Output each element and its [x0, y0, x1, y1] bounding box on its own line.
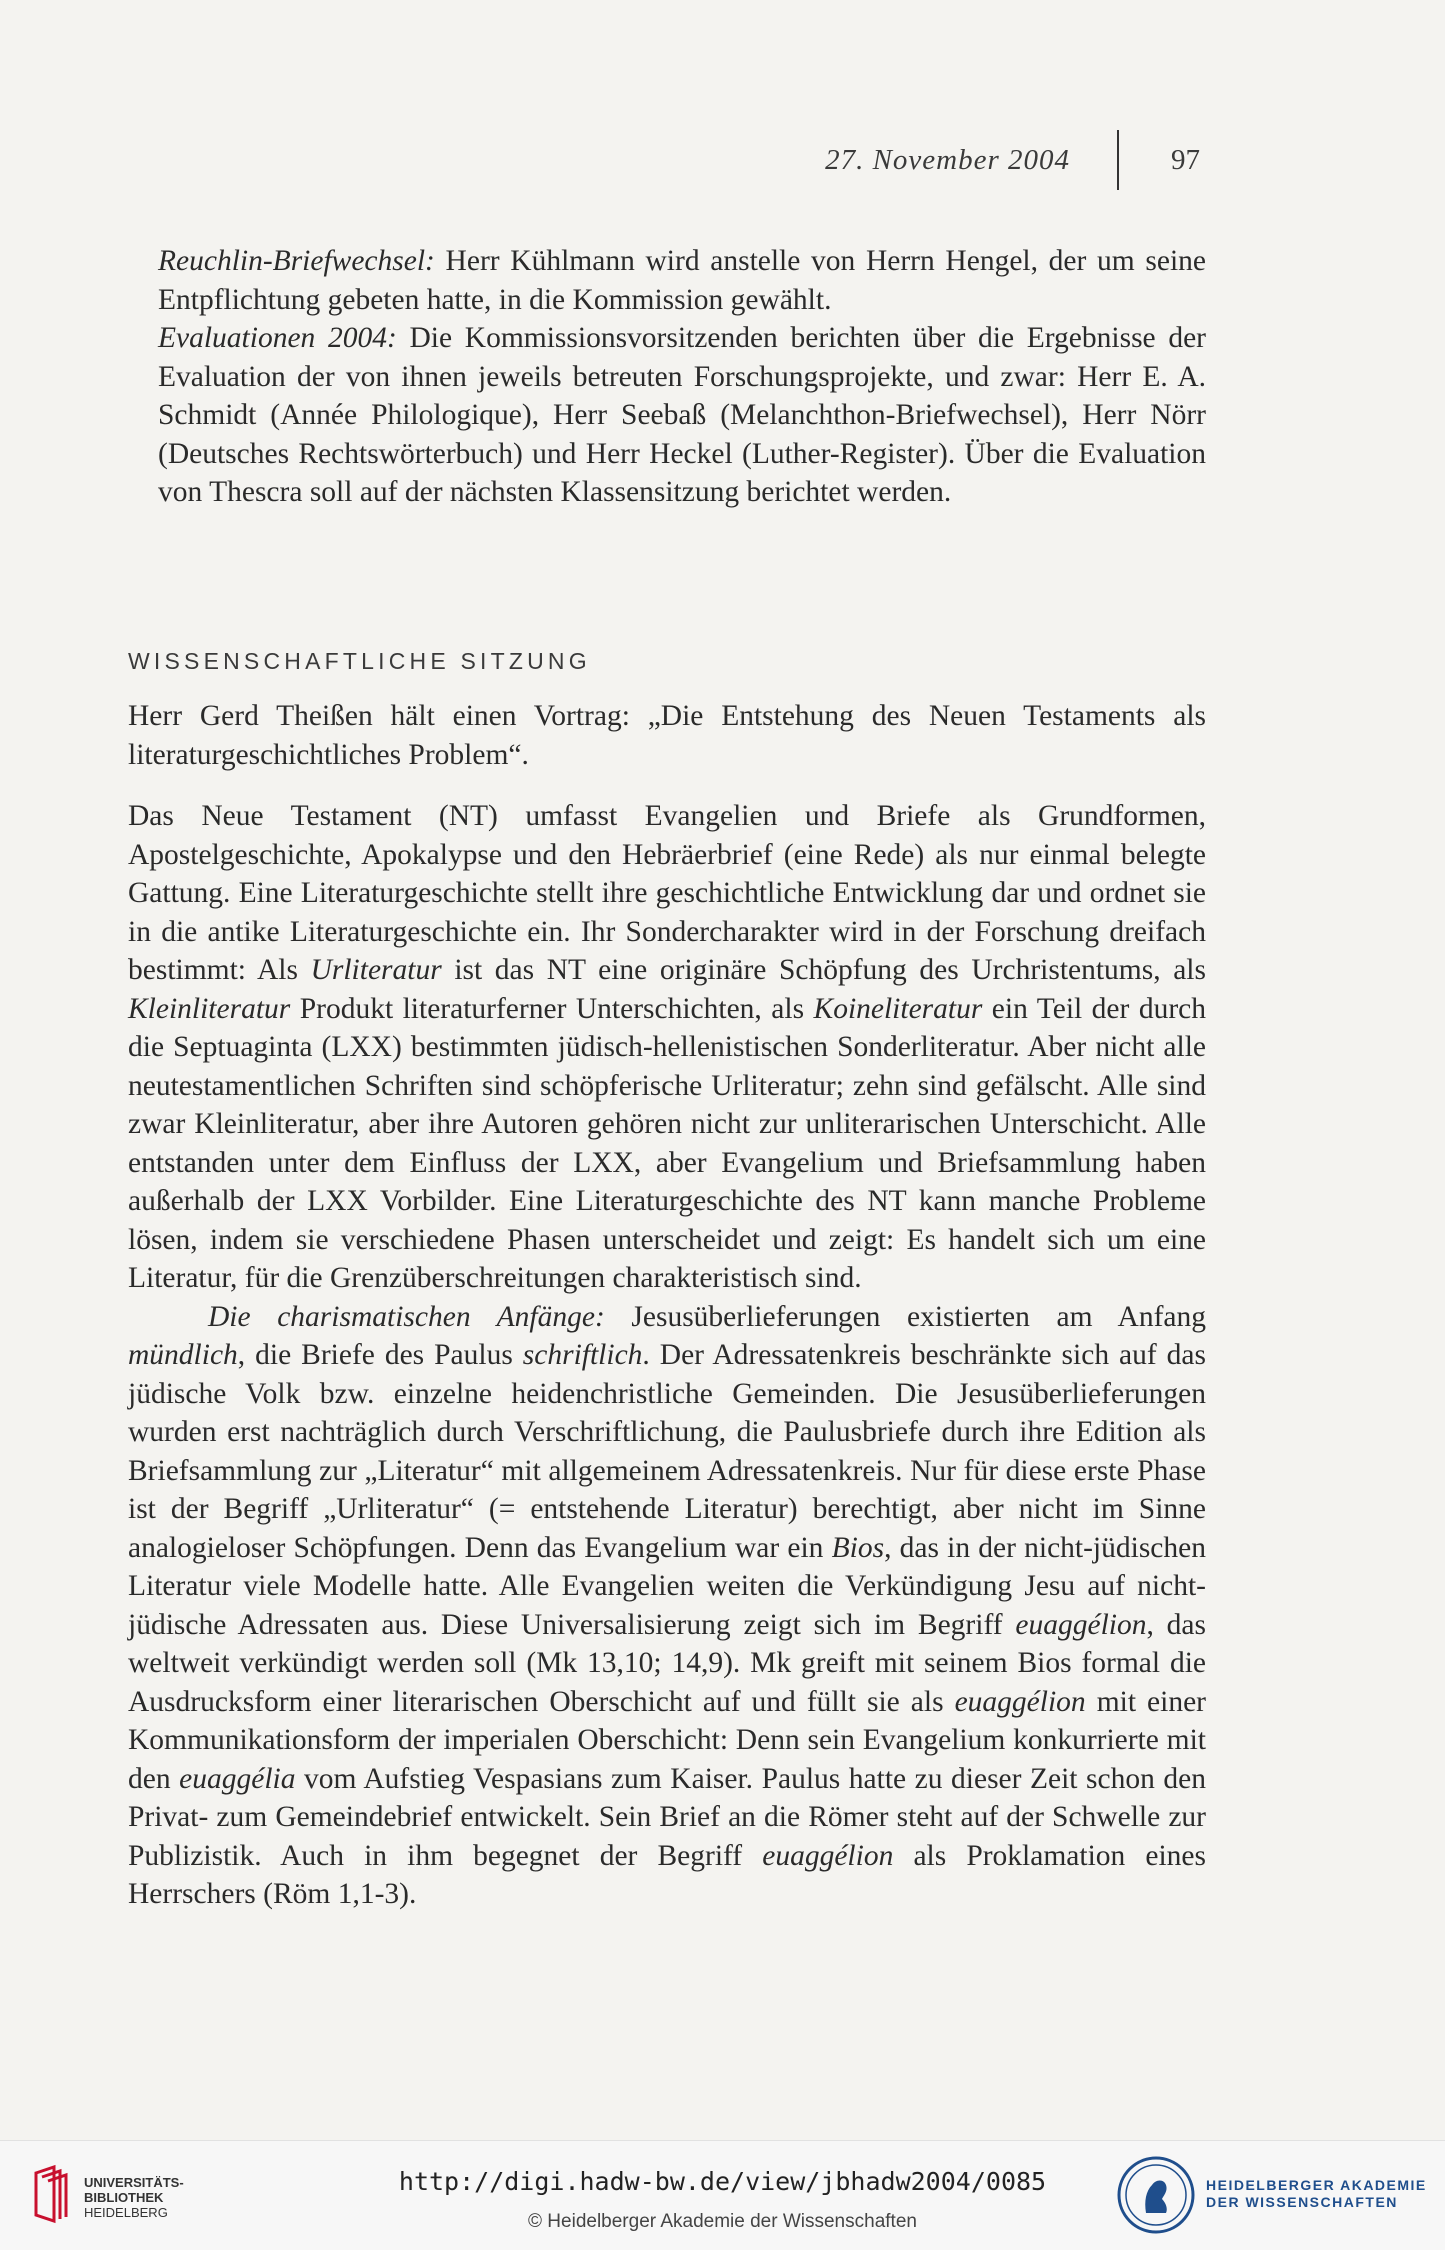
minutes-block	[158, 242, 1206, 512]
text-run: , das weltweit verkündigt werden soll (Mk 13,10; 14,9). Mk greift mit seinem Bios formal die Ausdrucksform einer literarischen Oberschicht auf und füllt sie als	[128, 1608, 1207, 1718]
evaluation-label: Evaluationen 2004:	[158, 322, 397, 354]
text-run: Produkt literaturferner Unterschichten, als	[290, 992, 814, 1025]
lecture-abstract	[128, 797, 1206, 1914]
text-run: , das in der nicht-jüdischen Literatur viele Modelle hatte. Alle Evangelien weiten die Verkündigung Jesu auf nicht-jüdische Adressaten aus. Diese Universalisierung zeigt sich im Begriff	[128, 1531, 1206, 1641]
italic-term: schriftlich	[522, 1339, 643, 1371]
running-head	[780, 140, 1200, 184]
italic-term: Urliteratur	[310, 954, 442, 986]
evaluation-text: Die Kommissionsvorsitzenden berichten über die Ergebnisse der Evaluation der von ihnen jeweils betreuten Forschungsprojekte, und zwar: Herr E. A. Schmidt (Année Philologique), Herr Seebaß (Melanchthon-Briefwechsel), Herr Nörr (Deutsches Rechtswörterbuch) und Herr Heckel (Luther-Register). Über die Evaluation von Thescra soll auf der nächsten Klassensitzung berichtet werden.	[158, 322, 1206, 508]
text-run: ein Teil der durch die Septuaginta (LXX) bestimmten jüdisch-hellenistischen Sonderliteratur. Aber nicht alle neutestamentlichen Schriften sind schöpferische Urliteratur; zehn sind gefälscht. Alle sind zwar Kleinliteratur, aber ihre Autoren gehören nicht zur unliterarischen Unterschicht. Alle entstanden unter dem Einfluss der LXX, aber Evangelium und Briefsammlung haben außerhalb der LXX Vorbilder. Eine Literaturgeschichte des NT kann manche Probleme lösen, indem sie verschiedene Phasen unterscheidet und zeigt: Es handelt sich um eine Literatur, für die Grenzüberschreitungen charakteristisch sind.	[128, 992, 1206, 1294]
text-run: Das Neue Testament (NT) umfasst Evangelien und Briefe als Grundformen, Apostelgeschichte, Apokalypse und den Hebräerbrief (eine Rede) als nur einmal belegte Gattung. Eine Literaturgeschichte stellt ihre geschichtliche Entwicklung dar und ordnet sie in die antike Literaturgeschichte ein. Ihr Sondercharakter wird in der Forschung dreifach bestimmt: Als	[128, 800, 1206, 986]
italic-term: Die charismatischen Anfänge:	[208, 1300, 605, 1333]
reuchlin-label: Reuchlin-Briefwechsel:	[158, 245, 435, 277]
lecture-intro-text: Herr Gerd Theißen hält einen Vortrag: „Die Entstehung des Neuen Testaments als literaturgeschichtliches Problem“.	[128, 700, 1206, 771]
italic-term: euaggélion	[954, 1685, 1086, 1718]
abstract-paragraph-2	[128, 1298, 1206, 1914]
italic-term: euaggélion	[1015, 1608, 1147, 1641]
text-run: , die Briefe des Paulus	[237, 1339, 523, 1371]
abstract-paragraph-1	[128, 797, 1206, 1298]
ub-line-3: HEIDELBERG	[84, 2205, 168, 2220]
italic-term: euaggélia	[179, 1762, 296, 1795]
reuchlin-text: Herr Kühlmann wird anstelle von Herrn Hengel, der um seine Entpflichtung gebeten hatte, in die Kommission gewählt.	[158, 245, 1206, 316]
section-heading: WISSENSCHAFTLICHE SITZUNG	[128, 648, 591, 674]
ub-line-2: BIBLIOTHEK	[84, 2190, 164, 2205]
text-run: mit einer Kommunikationsform der imperialen Oberschicht: Denn sein Evangelium konkurrierte mit den	[128, 1685, 1207, 1795]
evaluation-paragraph	[128, 319, 1206, 512]
italic-term: Bios	[831, 1531, 885, 1564]
page-number: 97	[1171, 144, 1200, 176]
academy-line-1: HEIDELBERGER AKADEMIE	[1206, 2177, 1427, 2193]
permalink-url[interactable]: http://digi.hadw-bw.de/view/jbhadw2004/0085	[398, 2167, 1047, 2196]
italic-term: mündlich	[128, 1339, 238, 1371]
text-run: als Proklamation eines Herrschers (Röm 1,1-3).	[128, 1839, 1206, 1910]
italic-term: Kleinliteratur	[128, 992, 291, 1025]
academy-seal-icon	[1116, 2155, 1196, 2235]
viewer-footer	[0, 2140, 1445, 2250]
text-run: vom Aufstieg Vespasians zum Kaiser. Paulus hatte zu dieser Zeit schon den Privat- zum Gemeindebrief entwickelt. Sein Brief an die Römer steht auf der Schwelle zur Publizistik. Auch in ihm begegnet der Begriff	[128, 1762, 1206, 1872]
copyright-notice: © Heidelberger Akademie der Wissenschaften	[528, 2211, 917, 2232]
ub-line-1: UNIVERSITÄTS-	[84, 2175, 184, 2190]
running-head-date: 27. November 2004	[825, 144, 1070, 176]
running-head-divider	[1117, 130, 1119, 190]
italic-term: euaggélion	[762, 1839, 894, 1872]
academy-name	[1206, 2177, 1427, 2211]
academy-line-2: DER WISSENSCHAFTEN	[1206, 2194, 1398, 2210]
text-run: Jesusüberlieferungen existierten am Anfang	[604, 1300, 1206, 1333]
text-run: ist das NT eine originäre Schöpfung des Urchristentums, als	[441, 954, 1206, 986]
text-run: . Der Adressatenkreis beschränkte sich auf das jüdische Volk bzw. einzelne heidenchristliche Gemeinden. Die Jesusüberlieferungen wurden erst nachträglich durch Verschriftlichung, die Paulusbriefe durch ihre Edition als Briefsammlung zur „Literatur“ mit allgemeinem Adressatenkreis. Nur für diese erste Phase ist der Begriff „Urliteratur“ (= entstehende Literatur) berechtigt, aber nicht im Sinne analogieloser Schöpfungen. Denn das Evangelium war ein	[128, 1339, 1207, 1564]
italic-term: Koineliteratur	[813, 992, 983, 1025]
lecture-intro	[128, 697, 1206, 774]
reuchlin-paragraph	[158, 242, 1206, 319]
